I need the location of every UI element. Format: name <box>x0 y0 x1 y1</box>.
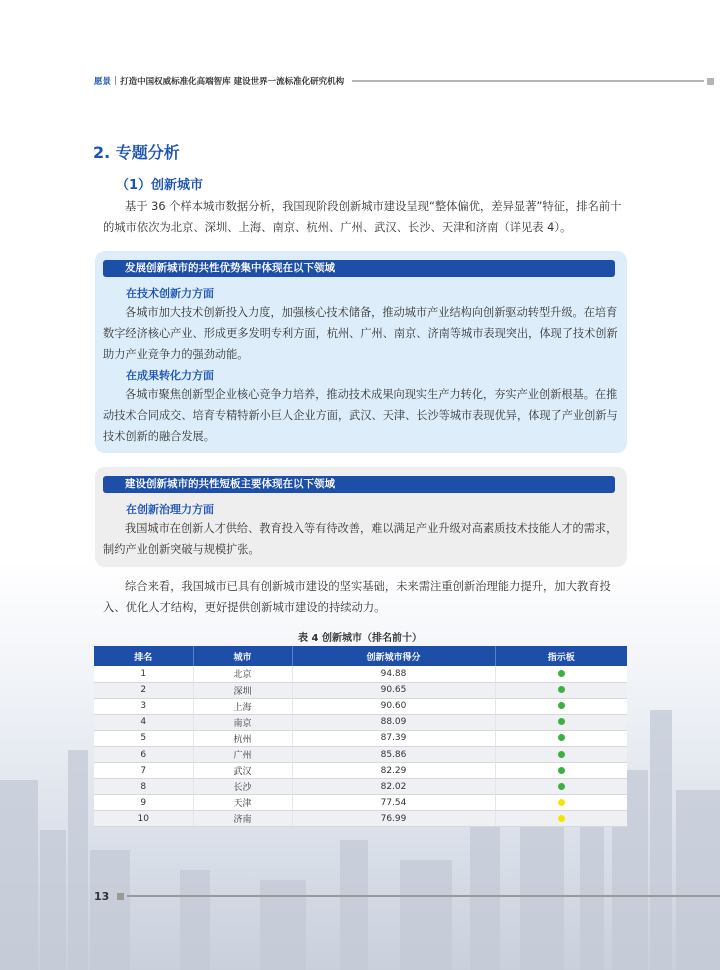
indicator-cell <box>495 795 627 811</box>
score-cell: 82.29 <box>292 763 495 779</box>
city-cell: 武汉 <box>193 763 292 779</box>
rank-cell: 8 <box>94 779 193 795</box>
rank-cell: 3 <box>94 698 193 714</box>
city-cell: 深圳 <box>193 682 292 698</box>
weaknesses-box <box>95 467 627 567</box>
strength-heading-transfer: 在成果转化力方面 <box>126 369 214 382</box>
table-row <box>94 666 627 682</box>
score-cell: 88.09 <box>292 714 495 730</box>
strength-text-transfer: 各城市聚焦创新型企业核心竞争力培养，推动技术成果向现实生产力转化，夯实产业创新根基。在推动技术合同成交、培育专精特新小巨人企业方面，武汉、天津、长沙等城市表现优异，体现了产业创新与技术创新的融合发展。 <box>103 388 618 443</box>
weakness-text-governance: 我国城市在创新人才供给、教育投入等有待改善，难以满足产业升级对高素质技术技能人才的需求，制约产业创新突破与规模扩张。 <box>103 522 618 556</box>
header-indicator: 指示板 <box>495 646 627 666</box>
table-row <box>94 746 627 762</box>
table-title: 表 4 创新城市（排名前十） <box>298 633 422 644</box>
rank-cell: 2 <box>94 682 193 698</box>
city-cell: 上海 <box>193 698 292 714</box>
rank-cell: 10 <box>94 811 193 827</box>
page-number: 13 <box>94 889 110 903</box>
city-cell: 广州 <box>193 746 292 762</box>
footer-square-mark <box>117 893 124 900</box>
rank-cell: 7 <box>94 763 193 779</box>
indicator-dot-icon <box>558 799 565 806</box>
indicator-dot-icon <box>558 783 565 790</box>
strength-text-tech: 各城市加大技术创新投入力度，加强核心技术储备，推动城市产业结构向创新驱动转型升级。在培育数字经济核心产业、形成更多发明专利方面，杭州、广州、南京、济南等城市表现突出，体现了技术创新助力产业竞争力的强劲动能。 <box>103 306 618 361</box>
score-cell: 94.88 <box>292 666 495 682</box>
summary-paragraph: 综合来看，我国城市已具有创新城市建设的坚实基础，未来需注重创新治理能力提升，加大教育投入、优化人才结构，更好提供创新城市建设的持续动力。 <box>103 580 611 614</box>
section-title: 2. 专题分析 <box>93 143 180 162</box>
header-rank: 排名 <box>94 646 193 666</box>
header-separator: | <box>114 76 118 86</box>
city-cell: 杭州 <box>193 730 292 746</box>
ranking-table <box>94 646 627 827</box>
header-slogan: 打造中国权威标准化高端智库 建设世界一流标准化研究机构 <box>120 77 345 87</box>
header-square-mark <box>707 78 714 85</box>
indicator-cell <box>495 811 627 827</box>
indicator-cell <box>495 714 627 730</box>
indicator-dot-icon <box>558 718 565 725</box>
header-city: 城市 <box>193 646 292 666</box>
indicator-dot-icon <box>558 686 565 693</box>
table-row <box>94 730 627 746</box>
rank-cell: 6 <box>94 746 193 762</box>
header-score: 创新城市得分 <box>292 646 495 666</box>
indicator-dot-icon <box>558 734 565 741</box>
rank-cell: 5 <box>94 730 193 746</box>
score-cell: 90.60 <box>292 698 495 714</box>
weaknesses-box-title: 建设创新城市的共性短板主要体现在以下领域 <box>103 476 615 493</box>
indicator-cell <box>495 730 627 746</box>
city-cell: 济南 <box>193 811 292 827</box>
city-cell: 北京 <box>193 666 292 682</box>
score-cell: 90.65 <box>292 682 495 698</box>
indicator-dot-icon <box>558 670 565 677</box>
indicator-dot-icon <box>558 702 565 709</box>
page-footer <box>94 888 720 904</box>
indicator-dot-icon <box>558 751 565 758</box>
city-cell: 南京 <box>193 714 292 730</box>
table-row <box>94 795 627 811</box>
indicator-cell <box>495 763 627 779</box>
strengths-box-title: 发展创新城市的共性优势集中体现在以下领域 <box>103 260 615 277</box>
indicator-cell <box>495 779 627 795</box>
indicator-dot-icon <box>558 815 565 822</box>
table-row <box>94 779 627 795</box>
indicator-cell <box>495 666 627 682</box>
strength-heading-tech: 在技术创新力方面 <box>126 287 214 300</box>
score-cell: 77.54 <box>292 795 495 811</box>
rank-cell: 9 <box>94 795 193 811</box>
table-row <box>94 811 627 827</box>
rank-cell: 1 <box>94 666 193 682</box>
header-brand: 愿景 <box>94 77 112 87</box>
indicator-cell <box>495 746 627 762</box>
table-row <box>94 698 627 714</box>
table-body <box>94 666 627 827</box>
score-cell: 76.99 <box>292 811 495 827</box>
intro-paragraph: 基于 36 个样本城市数据分析，我国现阶段创新城市建设呈现“整体偏优，差异显著”特征，排名前十的城市依次为北京、深圳、上海、南京、杭州、广州、武汉、长沙、天津和济南（详见表 4）。 <box>103 200 622 234</box>
score-cell: 82.02 <box>292 779 495 795</box>
strengths-box <box>95 251 627 453</box>
section-subtitle: （1）创新城市 <box>116 178 204 193</box>
indicator-dot-icon <box>558 767 565 774</box>
page-header <box>94 74 714 88</box>
table-row <box>94 714 627 730</box>
indicator-cell <box>495 682 627 698</box>
table-row <box>94 763 627 779</box>
table-header-row <box>94 646 627 666</box>
footer-rule <box>127 895 720 897</box>
city-cell: 天津 <box>193 795 292 811</box>
header-rule <box>352 80 704 82</box>
indicator-cell <box>495 698 627 714</box>
city-cell: 长沙 <box>193 779 292 795</box>
weakness-heading-governance: 在创新治理力方面 <box>126 503 214 516</box>
score-cell: 85.86 <box>292 746 495 762</box>
score-cell: 87.39 <box>292 730 495 746</box>
rank-cell: 4 <box>94 714 193 730</box>
table-row <box>94 682 627 698</box>
